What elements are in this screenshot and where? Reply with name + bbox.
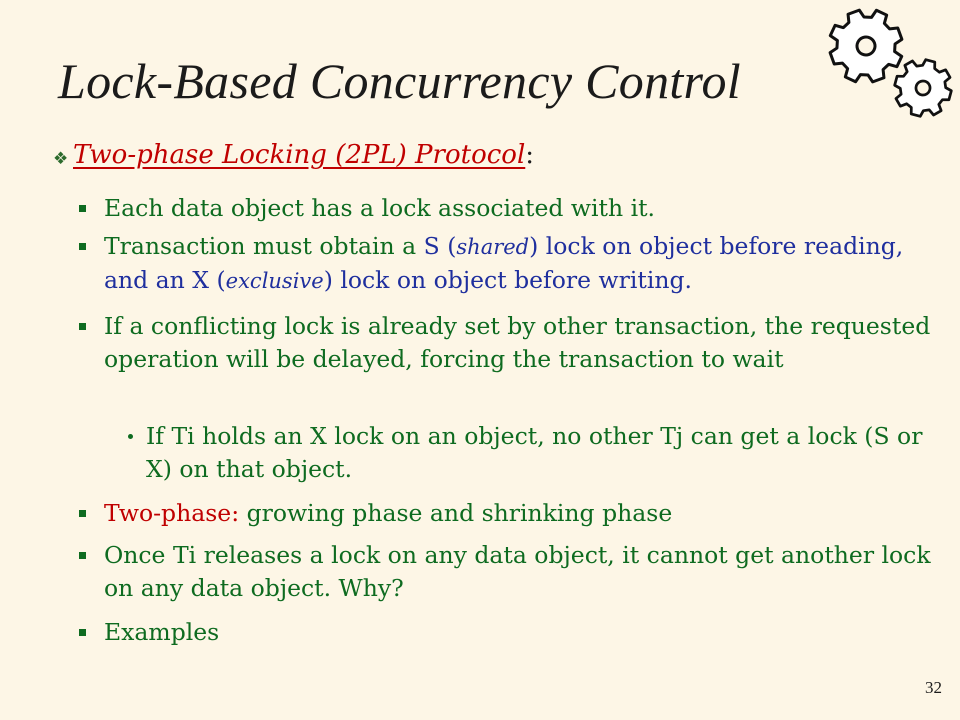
list-item-text: growing phase and shrinking phase — [239, 499, 673, 527]
exclusive-close: ) — [323, 266, 333, 294]
square-bullet-icon — [79, 205, 86, 212]
two-phase-label: Two-phase: — [104, 499, 240, 527]
square-bullet-icon — [79, 323, 86, 330]
protocol-heading-text: Two-phase Locking (2PL) Protocol — [73, 140, 526, 170]
shared-lock-label: S ( — [423, 232, 457, 260]
exclusive-term: exclusive — [225, 269, 324, 293]
list-item — [146, 420, 926, 486]
shared-close: ) — [529, 232, 539, 260]
list-item-text: Each data object has a lock associated with it. — [104, 194, 655, 222]
list-item — [104, 497, 934, 530]
gears-icon — [806, 6, 956, 118]
list-item-text: If Ti holds an X lock on an object, no other Tj can get a lock (S or X) on that object. — [146, 422, 923, 483]
list-item — [104, 192, 934, 225]
list-item-text: Examples — [104, 618, 220, 646]
square-bullet-icon — [79, 243, 86, 250]
slide-title: Lock-Based Concurrency Control — [58, 53, 741, 109]
list-item-text: If a conflicting lock is already set by other transaction, the requested operation will be delayed, forcing the transaction to wait — [104, 312, 931, 373]
square-bullet-icon — [79, 510, 86, 517]
exclusive-lock-label: X ( — [192, 266, 226, 294]
diamond-bullet-icon: ❖ — [53, 149, 69, 169]
list-item-text: Once Ti releases a lock on any data object, it cannot get another lock on any data object. Why? — [104, 541, 931, 602]
list-item-text: Transaction must obtain a — [104, 232, 424, 260]
list-item — [104, 310, 934, 376]
list-item-text: lock on object before writing. — [332, 266, 692, 294]
list-item — [104, 616, 934, 649]
shared-term: shared — [456, 235, 530, 259]
list-item-text: lock on object before reading, and an — [104, 232, 904, 294]
page-number: 32 — [925, 678, 942, 697]
dot-bullet-icon — [128, 434, 133, 439]
square-bullet-icon — [79, 552, 86, 559]
list-item — [104, 230, 934, 298]
list-item — [104, 539, 934, 605]
square-bullet-icon — [79, 629, 86, 636]
protocol-heading-colon: : — [525, 140, 535, 170]
